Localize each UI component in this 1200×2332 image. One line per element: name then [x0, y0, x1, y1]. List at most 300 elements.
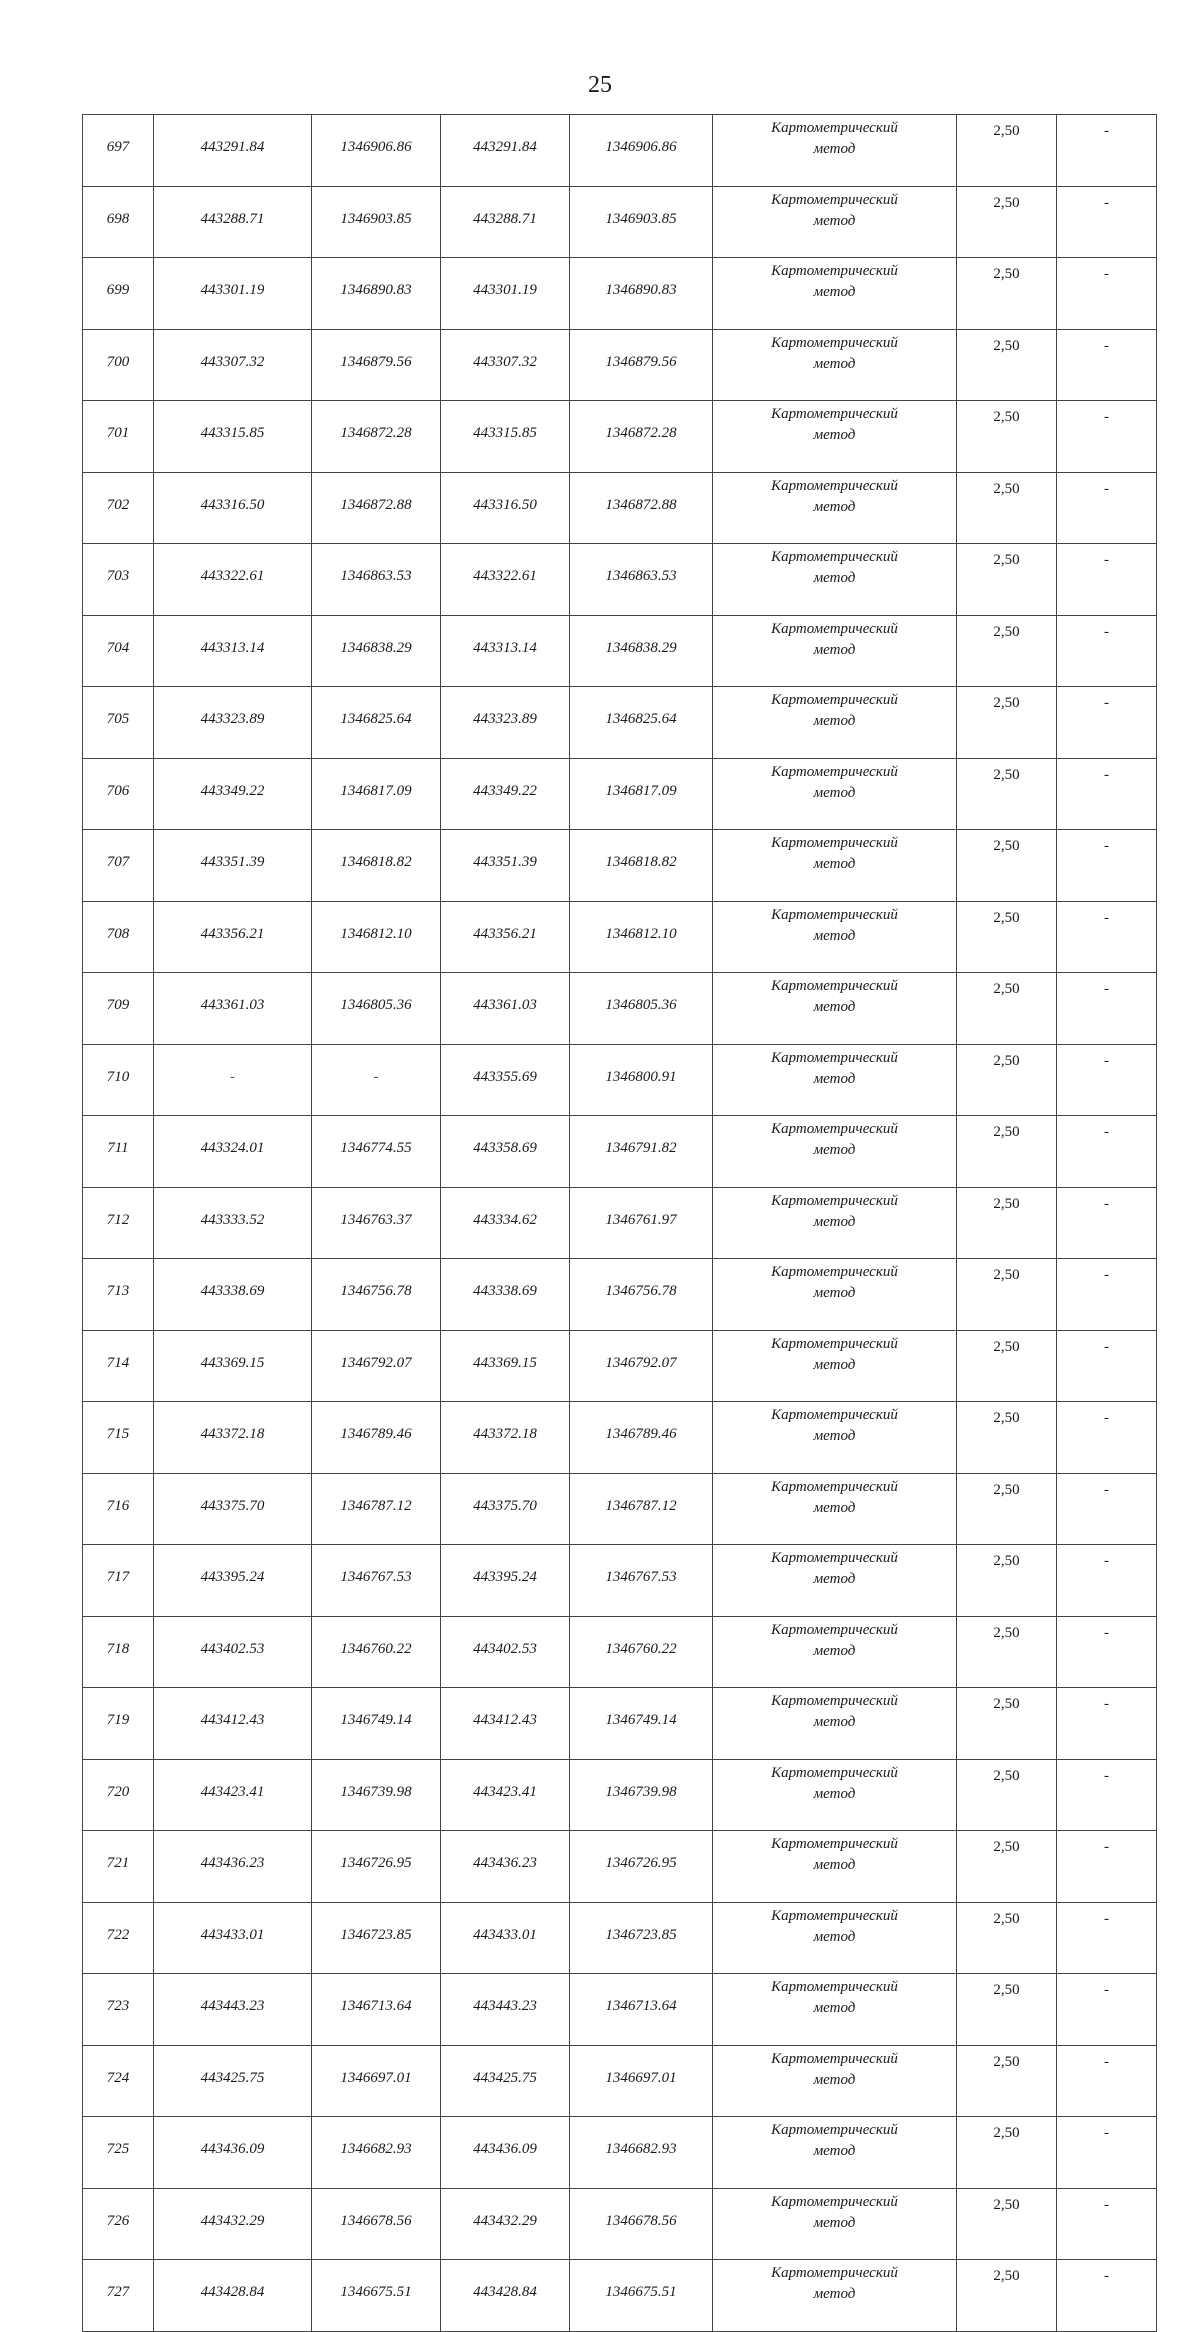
existing-x-cell: 443402.53	[154, 1616, 312, 1688]
existing-x-cell: 443291.84	[154, 115, 312, 187]
accuracy-cell: 2,50	[957, 687, 1057, 759]
existing-x-cell: 443315.85	[154, 401, 312, 473]
new-x-cell: 443316.50	[441, 472, 570, 544]
new-x-cell: 443436.23	[441, 1831, 570, 1903]
new-x-cell: 443301.19	[441, 258, 570, 330]
method-line-2: метод	[813, 1642, 856, 1659]
new-y-cell: 1346872.28	[570, 401, 713, 473]
point-number-cell: 720	[83, 1759, 154, 1831]
accuracy-cell: 2,50	[957, 1473, 1057, 1545]
method-line-2: метод	[813, 999, 856, 1015]
new-x-cell: 443375.70	[441, 1473, 570, 1545]
new-y-cell: 1346863.53	[570, 544, 713, 616]
method-line-2: метод	[813, 1213, 856, 1230]
table-row	[83, 329, 1157, 401]
accuracy-cell: 2,50	[957, 1330, 1057, 1402]
new-y-cell: 1346906.86	[570, 115, 713, 187]
method-line-2: метод	[813, 212, 856, 229]
method-line-1: Картометрический	[771, 477, 898, 494]
method-line-1: Картометрический	[771, 1550, 898, 1566]
point-number-cell: 713	[83, 1259, 154, 1331]
method-line-2: метод	[813, 1499, 856, 1516]
method-cell	[713, 1473, 957, 1545]
existing-y-cell: 1346903.85	[312, 186, 441, 258]
accuracy-cell: 2,50	[957, 2188, 1057, 2260]
method-cell	[713, 2117, 957, 2189]
method-cell	[713, 1116, 957, 1188]
existing-x-cell: 443412.43	[154, 1688, 312, 1760]
existing-x-cell: 443428.84	[154, 2260, 312, 2332]
new-y-cell: 1346800.91	[570, 1044, 713, 1116]
existing-y-cell: 1346749.14	[312, 1688, 441, 1760]
note-cell: -	[1057, 830, 1157, 902]
existing-x-cell: 443395.24	[154, 1545, 312, 1617]
new-x-cell: 443338.69	[441, 1259, 570, 1331]
new-x-cell: 443432.29	[441, 2188, 570, 2260]
method-line-1: Картометрический	[771, 263, 898, 279]
existing-x-cell: 443436.23	[154, 1831, 312, 1903]
method-cell	[713, 1044, 957, 1116]
accuracy-cell: 2,50	[957, 1759, 1057, 1831]
table-row	[83, 2260, 1157, 2332]
existing-y-cell: -	[312, 1044, 441, 1116]
method-line-2: метод	[813, 856, 856, 872]
note-cell: -	[1057, 1688, 1157, 1760]
table-row	[83, 1187, 1157, 1259]
table-row	[83, 1902, 1157, 1974]
accuracy-cell: 2,50	[957, 973, 1057, 1045]
method-cell	[713, 1402, 957, 1474]
method-line-2: метод	[813, 427, 856, 443]
existing-x-cell: 443443.23	[154, 1974, 312, 2046]
method-cell	[713, 1831, 957, 1903]
point-number-cell: 715	[83, 1402, 154, 1474]
new-y-cell: 1346678.56	[570, 2188, 713, 2260]
method-line-2: метод	[813, 1356, 856, 1373]
new-x-cell: 443433.01	[441, 1902, 570, 1974]
existing-x-cell: 443313.14	[154, 615, 312, 687]
point-number-cell: 706	[83, 758, 154, 830]
method-cell	[713, 258, 957, 330]
note-cell: -	[1057, 1616, 1157, 1688]
new-x-cell: 443307.32	[441, 329, 570, 401]
existing-x-cell: 443301.19	[154, 258, 312, 330]
method-cell	[713, 2260, 957, 2332]
method-line-1: Картометрический	[771, 1192, 898, 1209]
new-y-cell: 1346761.97	[570, 1187, 713, 1259]
existing-y-cell: 1346675.51	[312, 2260, 441, 2332]
new-x-cell: 443315.85	[441, 401, 570, 473]
existing-x-cell: 443324.01	[154, 1116, 312, 1188]
method-cell	[713, 830, 957, 902]
accuracy-cell: 2,50	[957, 1831, 1057, 1903]
note-cell: -	[1057, 1759, 1157, 1831]
accuracy-cell: 2,50	[957, 2117, 1057, 2189]
method-line-1: Картометрический	[771, 334, 898, 351]
note-cell: -	[1057, 1330, 1157, 1402]
note-cell: -	[1057, 1545, 1157, 1617]
new-y-cell: 1346812.10	[570, 901, 713, 973]
existing-y-cell: 1346872.28	[312, 401, 441, 473]
existing-y-cell: 1346713.64	[312, 1974, 441, 2046]
new-x-cell: 443288.71	[441, 186, 570, 258]
method-line-2: метод	[813, 2286, 856, 2302]
point-number-cell: 724	[83, 2045, 154, 2117]
new-y-cell: 1346697.01	[570, 2045, 713, 2117]
table-row	[83, 258, 1157, 330]
method-line-1: Картометрический	[771, 1407, 898, 1423]
method-line-2: метод	[813, 713, 856, 729]
existing-y-cell: 1346890.83	[312, 258, 441, 330]
method-line-1: Картометрический	[771, 1693, 898, 1709]
existing-x-cell: 443356.21	[154, 901, 312, 973]
point-number-cell: 712	[83, 1187, 154, 1259]
method-cell	[713, 186, 957, 258]
table-row	[83, 758, 1157, 830]
point-number-cell: 707	[83, 830, 154, 902]
method-line-2: метод	[813, 2143, 856, 2159]
existing-y-cell: 1346792.07	[312, 1330, 441, 1402]
new-y-cell: 1346817.09	[570, 758, 713, 830]
accuracy-cell: 2,50	[957, 830, 1057, 902]
existing-x-cell: 443369.15	[154, 1330, 312, 1402]
method-cell	[713, 1187, 957, 1259]
point-number-cell: 719	[83, 1688, 154, 1760]
note-cell: -	[1057, 472, 1157, 544]
new-y-cell: 1346872.88	[570, 472, 713, 544]
point-number-cell: 716	[83, 1473, 154, 1545]
method-cell	[713, 1759, 957, 1831]
accuracy-cell: 2,50	[957, 1116, 1057, 1188]
new-y-cell: 1346838.29	[570, 615, 713, 687]
method-line-2: метод	[813, 141, 856, 157]
new-y-cell: 1346818.82	[570, 830, 713, 902]
method-cell	[713, 329, 957, 401]
method-line-1: Картометрический	[771, 692, 898, 708]
new-x-cell: 443425.75	[441, 2045, 570, 2117]
note-cell: -	[1057, 901, 1157, 973]
new-x-cell: 443372.18	[441, 1402, 570, 1474]
new-y-cell: 1346791.82	[570, 1116, 713, 1188]
method-line-1: Картометрический	[771, 1478, 898, 1495]
existing-x-cell: -	[154, 1044, 312, 1116]
accuracy-cell: 2,50	[957, 186, 1057, 258]
new-x-cell: 443428.84	[441, 2260, 570, 2332]
table-row	[83, 1545, 1157, 1617]
new-y-cell: 1346805.36	[570, 973, 713, 1045]
existing-y-cell: 1346817.09	[312, 758, 441, 830]
table-row	[83, 973, 1157, 1045]
method-line-1: Картометрический	[771, 1049, 898, 1066]
method-line-1: Картометрический	[771, 906, 898, 923]
new-x-cell: 443358.69	[441, 1116, 570, 1188]
new-x-cell: 443355.69	[441, 1044, 570, 1116]
new-y-cell: 1346879.56	[570, 329, 713, 401]
existing-x-cell: 443361.03	[154, 973, 312, 1045]
note-cell: -	[1057, 687, 1157, 759]
point-number-cell: 704	[83, 615, 154, 687]
new-y-cell: 1346789.46	[570, 1402, 713, 1474]
existing-y-cell: 1346723.85	[312, 1902, 441, 1974]
method-line-2: метод	[813, 784, 856, 801]
new-x-cell: 443334.62	[441, 1187, 570, 1259]
existing-y-cell: 1346763.37	[312, 1187, 441, 1259]
method-cell	[713, 115, 957, 187]
accuracy-cell: 2,50	[957, 1545, 1057, 1617]
note-cell: -	[1057, 1831, 1157, 1903]
method-cell	[713, 1902, 957, 1974]
point-number-cell: 721	[83, 1831, 154, 1903]
existing-y-cell: 1346678.56	[312, 2188, 441, 2260]
method-line-1: Картометрический	[771, 191, 898, 208]
new-y-cell: 1346682.93	[570, 2117, 713, 2189]
method-line-1: Картометрический	[771, 2050, 898, 2067]
new-y-cell: 1346713.64	[570, 1974, 713, 2046]
existing-y-cell: 1346789.46	[312, 1402, 441, 1474]
accuracy-cell: 2,50	[957, 1688, 1057, 1760]
existing-y-cell: 1346818.82	[312, 830, 441, 902]
method-line-2: метод	[813, 2214, 856, 2231]
existing-y-cell: 1346726.95	[312, 1831, 441, 1903]
method-cell	[713, 687, 957, 759]
new-x-cell: 443313.14	[441, 615, 570, 687]
table-row	[83, 1831, 1157, 1903]
point-number-cell: 711	[83, 1116, 154, 1188]
existing-x-cell: 443436.09	[154, 2117, 312, 2189]
table-row	[83, 687, 1157, 759]
method-cell	[713, 758, 957, 830]
point-number-cell: 703	[83, 544, 154, 616]
existing-x-cell: 443423.41	[154, 1759, 312, 1831]
method-line-1: Картометрический	[771, 1621, 898, 1638]
method-line-2: метод	[813, 1285, 856, 1301]
table-row	[83, 1688, 1157, 1760]
method-cell	[713, 615, 957, 687]
new-y-cell: 1346767.53	[570, 1545, 713, 1617]
new-y-cell: 1346739.98	[570, 1759, 713, 1831]
accuracy-cell: 2,50	[957, 1616, 1057, 1688]
new-x-cell: 443423.41	[441, 1759, 570, 1831]
method-line-2: метод	[813, 1428, 856, 1444]
method-line-2: метод	[813, 2000, 856, 2016]
note-cell: -	[1057, 1044, 1157, 1116]
existing-y-cell: 1346805.36	[312, 973, 441, 1045]
new-y-cell: 1346787.12	[570, 1473, 713, 1545]
method-line-1: Картометрический	[771, 763, 898, 780]
method-line-1: Картометрический	[771, 1836, 898, 1852]
point-number-cell: 717	[83, 1545, 154, 1617]
note-cell: -	[1057, 329, 1157, 401]
point-number-cell: 697	[83, 115, 154, 187]
new-y-cell: 1346903.85	[570, 186, 713, 258]
method-line-1: Картометрический	[771, 620, 898, 637]
method-line-1: Картометрический	[771, 2193, 898, 2210]
existing-y-cell: 1346872.88	[312, 472, 441, 544]
new-x-cell: 443349.22	[441, 758, 570, 830]
existing-x-cell: 443288.71	[154, 186, 312, 258]
new-x-cell: 443361.03	[441, 973, 570, 1045]
new-x-cell: 443395.24	[441, 1545, 570, 1617]
method-cell	[713, 2188, 957, 2260]
table-row	[83, 1044, 1157, 1116]
table-row	[83, 544, 1157, 616]
method-line-2: метод	[813, 1070, 856, 1087]
table-row	[83, 2188, 1157, 2260]
method-line-1: Картометрический	[771, 978, 898, 994]
accuracy-cell: 2,50	[957, 1187, 1057, 1259]
accuracy-cell: 2,50	[957, 615, 1057, 687]
note-cell: -	[1057, 758, 1157, 830]
method-line-1: Картометрический	[771, 2122, 898, 2138]
table-row	[83, 115, 1157, 187]
accuracy-cell: 2,50	[957, 544, 1057, 616]
existing-y-cell: 1346906.86	[312, 115, 441, 187]
method-cell	[713, 472, 957, 544]
method-cell	[713, 1259, 957, 1331]
method-line-1: Картометрический	[771, 1907, 898, 1924]
method-line-1: Картометрический	[771, 406, 898, 422]
point-number-cell: 710	[83, 1044, 154, 1116]
point-number-cell: 722	[83, 1902, 154, 1974]
existing-x-cell: 443333.52	[154, 1187, 312, 1259]
point-number-cell: 709	[83, 973, 154, 1045]
method-cell	[713, 1616, 957, 1688]
table-row	[83, 1330, 1157, 1402]
new-x-cell: 443436.09	[441, 2117, 570, 2189]
existing-y-cell: 1346682.93	[312, 2117, 441, 2189]
existing-x-cell: 443372.18	[154, 1402, 312, 1474]
method-cell	[713, 1545, 957, 1617]
point-number-cell: 708	[83, 901, 154, 973]
table-row	[83, 1974, 1157, 2046]
page-number: 25	[588, 72, 612, 98]
note-cell: -	[1057, 2260, 1157, 2332]
table-row	[83, 1759, 1157, 1831]
note-cell: -	[1057, 1116, 1157, 1188]
accuracy-cell: 2,50	[957, 401, 1057, 473]
existing-y-cell: 1346787.12	[312, 1473, 441, 1545]
accuracy-cell: 2,50	[957, 1974, 1057, 2046]
method-line-2: метод	[813, 498, 856, 515]
note-cell: -	[1057, 115, 1157, 187]
new-y-cell: 1346756.78	[570, 1259, 713, 1331]
method-cell	[713, 901, 957, 973]
accuracy-cell: 2,50	[957, 115, 1057, 187]
existing-x-cell: 443322.61	[154, 544, 312, 616]
point-number-cell: 714	[83, 1330, 154, 1402]
new-y-cell: 1346726.95	[570, 1831, 713, 1903]
method-line-2: метод	[813, 1928, 856, 1945]
method-line-2: метод	[813, 570, 856, 586]
method-cell	[713, 1688, 957, 1760]
table-row	[83, 2045, 1157, 2117]
note-cell: -	[1057, 401, 1157, 473]
method-line-1: Картометрический	[771, 120, 898, 136]
point-number-cell: 727	[83, 2260, 154, 2332]
existing-x-cell: 443338.69	[154, 1259, 312, 1331]
method-line-2: метод	[813, 284, 856, 300]
existing-y-cell: 1346774.55	[312, 1116, 441, 1188]
method-cell	[713, 1330, 957, 1402]
method-line-2: метод	[813, 1857, 856, 1873]
method-line-1: Картометрический	[771, 835, 898, 851]
method-line-2: метод	[813, 1714, 856, 1730]
method-cell	[713, 401, 957, 473]
table-row	[83, 186, 1157, 258]
new-y-cell: 1346749.14	[570, 1688, 713, 1760]
point-number-cell: 701	[83, 401, 154, 473]
accuracy-cell: 2,50	[957, 1259, 1057, 1331]
method-line-2: метод	[813, 927, 856, 944]
existing-y-cell: 1346756.78	[312, 1259, 441, 1331]
existing-y-cell: 1346825.64	[312, 687, 441, 759]
new-y-cell: 1346723.85	[570, 1902, 713, 1974]
method-line-2: метод	[813, 355, 856, 372]
existing-x-cell: 443375.70	[154, 1473, 312, 1545]
method-line-1: Картометрический	[771, 549, 898, 565]
table-row	[83, 1259, 1157, 1331]
existing-y-cell: 1346812.10	[312, 901, 441, 973]
note-cell: -	[1057, 1902, 1157, 1974]
point-number-cell: 725	[83, 2117, 154, 2189]
existing-y-cell: 1346879.56	[312, 329, 441, 401]
existing-x-cell: 443432.29	[154, 2188, 312, 2260]
point-number-cell: 718	[83, 1616, 154, 1688]
table-row	[83, 1402, 1157, 1474]
new-y-cell: 1346675.51	[570, 2260, 713, 2332]
method-cell	[713, 973, 957, 1045]
point-number-cell: 702	[83, 472, 154, 544]
accuracy-cell: 2,50	[957, 258, 1057, 330]
method-cell	[713, 1974, 957, 2046]
table-row	[83, 2117, 1157, 2189]
method-line-1: Картометрический	[771, 2265, 898, 2281]
method-cell	[713, 2045, 957, 2117]
table-body	[83, 115, 1157, 2332]
existing-x-cell: 443425.75	[154, 2045, 312, 2117]
note-cell: -	[1057, 186, 1157, 258]
existing-x-cell: 443316.50	[154, 472, 312, 544]
note-cell: -	[1057, 544, 1157, 616]
method-line-2: метод	[813, 641, 856, 658]
existing-y-cell: 1346863.53	[312, 544, 441, 616]
note-cell: -	[1057, 973, 1157, 1045]
note-cell: -	[1057, 2045, 1157, 2117]
new-x-cell: 443443.23	[441, 1974, 570, 2046]
point-number-cell: 698	[83, 186, 154, 258]
method-line-1: Картометрический	[771, 1979, 898, 1995]
table-row	[83, 1616, 1157, 1688]
existing-y-cell: 1346760.22	[312, 1616, 441, 1688]
table-row	[83, 1116, 1157, 1188]
new-y-cell: 1346890.83	[570, 258, 713, 330]
method-line-2: метод	[813, 2071, 856, 2088]
table-row	[83, 830, 1157, 902]
new-x-cell: 443322.61	[441, 544, 570, 616]
existing-x-cell: 443307.32	[154, 329, 312, 401]
method-line-2: метод	[813, 1142, 856, 1158]
existing-y-cell: 1346697.01	[312, 2045, 441, 2117]
new-y-cell: 1346760.22	[570, 1616, 713, 1688]
existing-x-cell: 443433.01	[154, 1902, 312, 1974]
accuracy-cell: 2,50	[957, 1044, 1057, 1116]
point-number-cell: 699	[83, 258, 154, 330]
method-line-1: Картометрический	[771, 1335, 898, 1352]
new-y-cell: 1346825.64	[570, 687, 713, 759]
new-x-cell: 443369.15	[441, 1330, 570, 1402]
method-cell	[713, 544, 957, 616]
accuracy-cell: 2,50	[957, 901, 1057, 973]
